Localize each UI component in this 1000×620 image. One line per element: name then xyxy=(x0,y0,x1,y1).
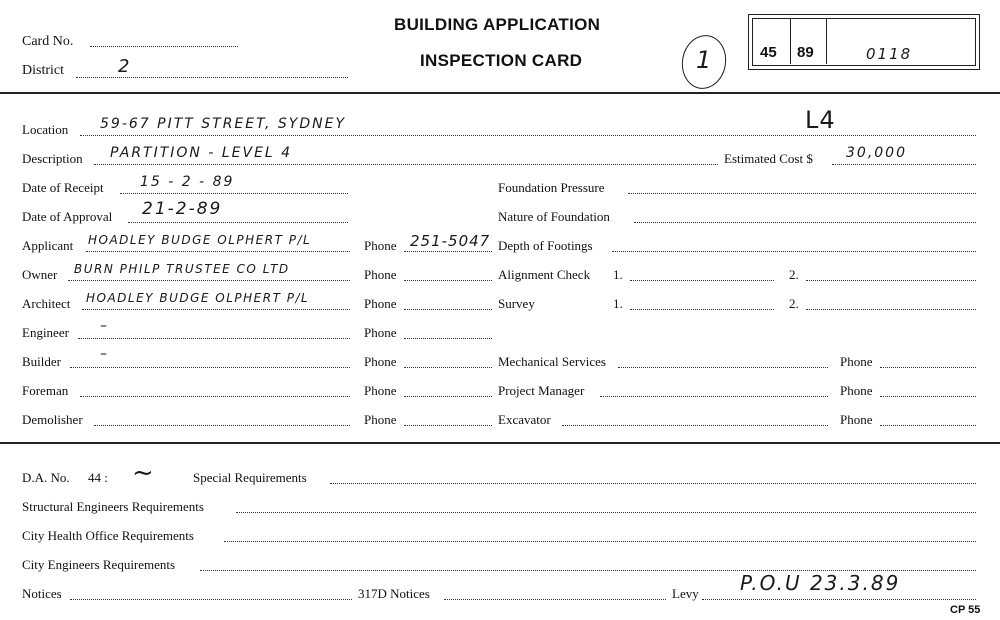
levy-field xyxy=(702,599,976,600)
depth-of-footings-field xyxy=(612,251,976,252)
engineer-label: Engineer xyxy=(22,325,69,340)
section-divider xyxy=(0,442,1000,444)
excavator-field xyxy=(562,425,828,426)
da-no-value: 44 : xyxy=(88,470,108,485)
owner-phone-field xyxy=(404,280,492,281)
foundation-pressure-label: Foundation Pressure xyxy=(498,180,605,195)
project-manager-phone-label: Phone xyxy=(840,383,873,398)
alignment-check-field-2 xyxy=(806,280,976,281)
notices-317d-label: 317D Notices xyxy=(358,586,430,601)
notices-label: Notices xyxy=(22,586,62,601)
location-field xyxy=(80,135,976,136)
builder-phone-label: Phone xyxy=(364,354,397,369)
location-value: 59-67 PITT STREET, SYDNEY xyxy=(100,116,346,132)
architect-label: Architect xyxy=(22,296,71,311)
reference-box-value: 89 xyxy=(797,44,814,61)
title-line1: BUILDING APPLICATION xyxy=(394,15,601,34)
applicant-phone-field xyxy=(404,251,492,252)
district-value: 2 xyxy=(118,56,132,77)
description-value: PARTITION - LEVEL 4 xyxy=(110,145,293,161)
special-requirements-label: Special Requirements xyxy=(193,470,307,485)
alignment-check-num1: 1. xyxy=(613,267,623,282)
header-divider xyxy=(0,92,1000,94)
city-engineers-label: City Engineers Requirements xyxy=(22,557,176,572)
excavator-phone-field xyxy=(880,425,976,426)
nature-of-foundation-field xyxy=(634,222,976,223)
date-of-approval-field xyxy=(128,222,348,223)
date-of-receipt-label: Date of Receipt xyxy=(22,180,104,195)
card-no-field xyxy=(90,46,238,47)
survey-label: Survey xyxy=(498,296,535,311)
estimated-cost-label: Estimated Cost $ xyxy=(724,151,813,166)
demolisher-field xyxy=(94,425,350,426)
structural-engineers-field xyxy=(236,512,976,513)
architect-field xyxy=(82,309,350,310)
levy-label: Levy xyxy=(672,586,699,601)
nature-of-foundation-label: Nature of Foundation xyxy=(498,209,610,224)
applicant-field xyxy=(86,251,350,252)
foreman-field xyxy=(80,396,350,397)
mechanical-services-phone-field xyxy=(880,367,976,368)
builder-value: – xyxy=(100,346,109,362)
location-label: Location xyxy=(22,122,69,137)
date-of-approval-label: Date of Approval xyxy=(22,209,113,224)
estimated-cost-value: 30,000 xyxy=(846,145,907,161)
date-of-approval-value: 21-2-89 xyxy=(142,199,223,219)
architect-phone-label: Phone xyxy=(364,296,397,311)
foundation-pressure-field xyxy=(628,193,976,194)
circled-number: 1 xyxy=(696,46,713,74)
cp-code: CP 55 xyxy=(950,604,981,616)
alignment-check-label: Alignment Check xyxy=(498,267,591,282)
survey-num2: 2. xyxy=(789,296,799,311)
description-field xyxy=(94,164,718,165)
mechanical-services-phone-label: Phone xyxy=(840,354,873,369)
card-no-label: Card No. xyxy=(22,34,74,49)
survey-num1: 1. xyxy=(613,296,623,311)
project-manager-phone-field xyxy=(880,396,976,397)
excavator-label: Excavator xyxy=(498,412,551,427)
reference-box-divider xyxy=(790,18,791,64)
engineer-field xyxy=(78,338,350,339)
survey-field-2 xyxy=(806,309,976,310)
engineer-phone-label: Phone xyxy=(364,325,397,340)
district-field xyxy=(76,77,348,78)
estimated-cost-field xyxy=(832,164,976,165)
mechanical-services-field xyxy=(618,367,828,368)
owner-phone-label: Phone xyxy=(364,267,397,282)
owner-label: Owner xyxy=(22,267,58,282)
special-requirements-field xyxy=(330,483,976,484)
applicant-value: HOADLEY BUDGE OLPHERT P/L xyxy=(88,233,312,247)
district-label: District xyxy=(22,63,64,78)
depth-of-footings-label: Depth of Footings xyxy=(498,238,593,253)
city-health-label: City Health Office Requirements xyxy=(22,528,194,543)
builder-phone-field xyxy=(404,367,492,368)
reference-box-value: 45 xyxy=(760,44,777,61)
foreman-phone-field xyxy=(404,396,492,397)
project-manager-field xyxy=(600,396,828,397)
notices-field xyxy=(70,599,352,600)
notices-317d-field xyxy=(444,599,666,600)
owner-field xyxy=(68,280,350,281)
da-no-label: D.A. No. xyxy=(22,470,70,485)
architect-value: HOADLEY BUDGE OLPHERT P/L xyxy=(86,291,310,305)
da-mark: ~ xyxy=(132,458,155,488)
level-mark: L4 xyxy=(805,106,836,134)
owner-value: BURN PHILP TRUSTEE CO LTD xyxy=(74,262,290,276)
foreman-label: Foreman xyxy=(22,383,69,398)
structural-engineers-label: Structural Engineers Requirements xyxy=(22,499,204,514)
mechanical-services-label: Mechanical Services xyxy=(498,354,606,369)
builder-field xyxy=(70,367,350,368)
excavator-phone-label: Phone xyxy=(840,412,873,427)
applicant-phone-value: 251-5047 xyxy=(410,232,491,250)
engineer-value: – xyxy=(100,318,109,334)
city-health-field xyxy=(224,541,976,542)
date-of-receipt-field xyxy=(120,193,348,194)
date-of-receipt-value: 15 - 2 - 89 xyxy=(140,174,235,190)
engineer-phone-field xyxy=(404,338,492,339)
applicant-label: Applicant xyxy=(22,238,74,253)
levy-value: P.O.U 23.3.89 xyxy=(740,571,901,595)
architect-phone-field xyxy=(404,309,492,310)
foreman-phone-label: Phone xyxy=(364,383,397,398)
survey-field-1 xyxy=(630,309,774,310)
description-label: Description xyxy=(22,151,83,166)
demolisher-phone-label: Phone xyxy=(364,412,397,427)
builder-label: Builder xyxy=(22,354,61,369)
alignment-check-field-1 xyxy=(630,280,774,281)
reference-box-divider xyxy=(826,18,827,64)
reference-box-inner xyxy=(752,18,976,66)
reference-box-value: 0118 xyxy=(866,45,913,63)
title-line2: INSPECTION CARD xyxy=(420,51,583,70)
alignment-check-num2: 2. xyxy=(789,267,799,282)
applicant-phone-label: Phone xyxy=(364,238,397,253)
demolisher-phone-field xyxy=(404,425,492,426)
demolisher-label: Demolisher xyxy=(22,412,83,427)
project-manager-label: Project Manager xyxy=(498,383,585,398)
